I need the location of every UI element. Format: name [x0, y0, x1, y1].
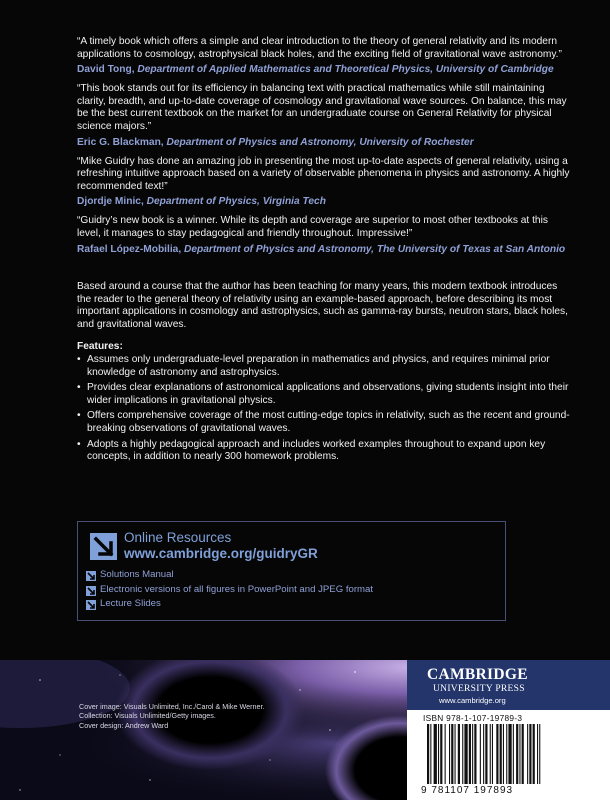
features-heading: Features: [77, 341, 123, 352]
resources-title: Online Resources [124, 530, 232, 545]
credit-line: Cover image: Visuals Unlimited, Inc./Carol & Mike Werner. [79, 702, 265, 711]
quote-affiliation: Department of Applied Mathematics and Theoretical Physics, University of Cambridge [137, 64, 554, 76]
cover-credits [79, 702, 264, 730]
quote-affiliation: Department of Physics and Astronomy, The University of Texas at San Antonio [184, 243, 566, 255]
arrow-icon [86, 586, 96, 596]
quote-author: Eric G. Blackman, [77, 136, 164, 148]
resource-label: Lecture Slides [100, 598, 161, 610]
publisher-block [407, 660, 610, 800]
bullet-icon: • [77, 354, 81, 365]
bullet-icon: • [77, 410, 81, 422]
resource-label: Solutions Manual [100, 569, 174, 580]
online-resources-box [77, 521, 506, 621]
resource-label: Electronic versions of all figures in PowerPoint and JPEG format [100, 583, 374, 595]
feature-item [77, 354, 572, 379]
resources-list [86, 568, 373, 612]
book-description: Based around a course that the author has been teaching for many years, this modern textbook introduces the reader to the general theory of relativity using an example-based approach, before describing its most important applications in cosmology and astrophysics, such as gamma-ray bursts, neutron stars, black holes, and gravitational waves. [77, 281, 568, 330]
features-list [77, 354, 572, 467]
publisher-url: www.cambridge.org [439, 696, 506, 705]
resource-item-solutions[interactable] [86, 568, 373, 583]
feature-text: Offers comprehensive coverage of the most cutting-edge topics in relativity, such as the recent and ground-breaking observations of gravitational waves. [87, 410, 570, 434]
barcode-digits: 9 781107 197893 [421, 785, 514, 796]
feature-item [77, 439, 572, 464]
arrow-icon [86, 571, 96, 581]
quote-author: Rafael López-Mobilia, [77, 243, 182, 255]
quote-affiliation: Department of Physics, Virginia Tech [146, 196, 326, 208]
review-quote-4 [77, 215, 572, 255]
quote-author: Djordje Minic, [77, 196, 144, 208]
credit-line: Cover design: Andrew Ward [79, 720, 169, 730]
arrow-icon [90, 533, 117, 560]
feature-text: Assumes only undergraduate-level preparation in mathematics and physics, and requires minimal prior knowledge of astronomy and astrophysics. [87, 354, 550, 378]
quote-affiliation: Department of Physics and Astronomy, University of Rochester [166, 136, 474, 148]
resources-url[interactable]: www.cambridge.org/guidryGR [124, 546, 318, 561]
publisher-press: UNIVERSITY PRESS [433, 684, 525, 694]
review-quote-2 [77, 83, 572, 148]
feature-item [77, 382, 572, 407]
feature-item [77, 410, 572, 435]
arrow-icon [86, 600, 96, 610]
review-quotes [77, 36, 572, 263]
quote-text: “Mike Guidry has done an amazing job in presenting the most up-to-date aspects of general relativity, using a refreshing intuitive approach based on a variety of observable phenomena in physics and astronomy. A highly recommended text!” [77, 155, 570, 192]
quote-attribution [77, 196, 572, 208]
publisher-logo [407, 660, 610, 710]
quote-attribution [77, 64, 572, 76]
resource-item-figures[interactable] [86, 583, 373, 598]
quote-author: David Tong, [77, 64, 135, 76]
barcode-icon [421, 724, 596, 786]
bullet-icon: • [77, 438, 81, 450]
isbn-label: ISBN 978-1-107-19789-3 [423, 713, 523, 723]
quote-attribution [77, 244, 572, 256]
quote-attribution [77, 137, 572, 149]
review-quote-3 [77, 156, 572, 209]
quote-text: “Guidry’s new book is a winner. While its depth and coverage are superior to most other textbooks at this level, it manages to stay pedagogical and friendly throughout. Impressive!” [77, 215, 548, 239]
feature-text: Provides clear explanations of astronomical applications and observations, giving students insight into their wider implications in gravitational physics. [87, 382, 569, 406]
bullet-icon: • [77, 382, 81, 394]
quote-text: “This book stands out for its efficiency in balancing text with practical mathematics while still maintaining clarity, breadth, and up-to-date coverage of cosmology and gravitational wave sources. On balance, this may be the best current textbook on the market for an undergraduate course on General Relativity for physical science majors.” [77, 83, 567, 132]
publisher-name: CAMBRIDGE [427, 666, 528, 683]
feature-text: Adopts a highly pedagogical approach and includes worked examples throughout to expand upon key concepts, in addition to nearly 300 homework problems. [87, 438, 546, 463]
quote-text: “A timely book which offers a simple and clear introduction to the theory of general relativity and its modern applications to cosmology, astrophysical black holes, and the exciting field of gravitational wave astronomy.” [77, 36, 562, 60]
review-quote-1 [77, 36, 572, 76]
credit-line: Collection: Visuals Unlimited/Getty images. [79, 711, 216, 721]
resource-item-slides[interactable] [86, 597, 373, 612]
